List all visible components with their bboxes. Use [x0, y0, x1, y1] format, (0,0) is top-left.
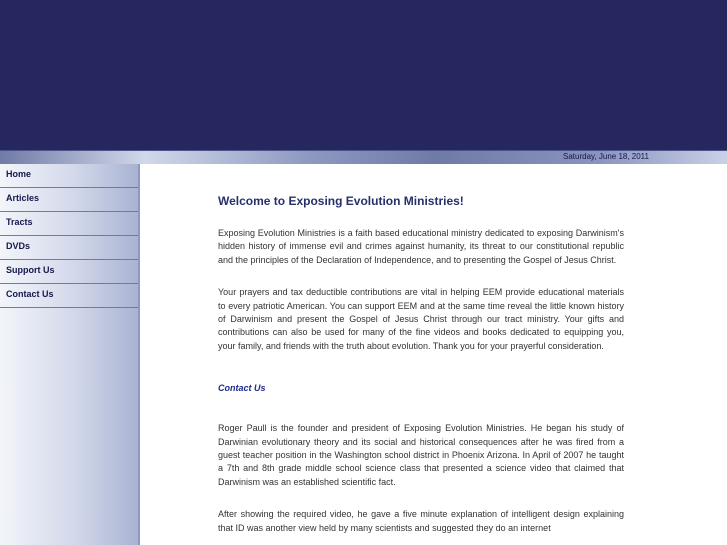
founder-paragraph: Roger Paull is the founder and president of Exposing Evolution Ministries. He began his study of Darwinian evolutionary theory and its social and historical consequences after he was fired from a guest teacher position in the Washington school district in Phoenix Arizona. In April of 2007 he taught a 7th and 8th grade middle school science class that presented a science video that claimed that Darwinism was an established scientific fact.: [218, 423, 624, 487]
nav-item-contact-us[interactable]: Contact Us: [0, 284, 138, 308]
nav-item-tracts[interactable]: Tracts: [0, 212, 138, 236]
nav-item-dvds[interactable]: DVDs: [0, 236, 138, 260]
date-bar: [0, 150, 727, 164]
nav-item-home[interactable]: Home: [0, 164, 138, 188]
contact-us-link[interactable]: Contact Us: [218, 383, 266, 394]
header-banner: [0, 0, 727, 150]
current-date: Saturday, June 18, 2011: [563, 152, 649, 161]
nav-item-support-us[interactable]: Support Us: [0, 260, 138, 284]
nav-item-articles[interactable]: Articles: [0, 188, 138, 212]
page-title: Welcome to Exposing Evolution Ministries!: [218, 194, 464, 208]
support-paragraph: Your prayers and tax deductible contributions are vital in helping EEM provide educational materials to every patriotic American. You can support EEM and at the same time reveal the little known history of Darwinism and present the Gospel of Jesus Christ through our tract ministry. Your gifts and contributions can also be used for many of the fine videos and books dedicated to equipping you, your family, and friends with the truth about evolution. Thank you for your prayerful consideration.: [218, 287, 624, 351]
intro-paragraph: Exposing Evolution Ministries is a faith based educational ministry dedicated to exposing Darwinism's hidden history of immense evil and crimes against humanity, its threat to our constitutional republic and the principles of the Declaration of Independence, and to presenting the Gospel of Jesus Christ.: [218, 228, 624, 265]
main-content: [218, 164, 624, 535]
sidebar-nav: [0, 164, 140, 545]
video-paragraph: After showing the required video, he gave a five minute explanation of intelligent design explaining that ID was another view held by many scientists and suggested they do an internet: [218, 509, 624, 533]
